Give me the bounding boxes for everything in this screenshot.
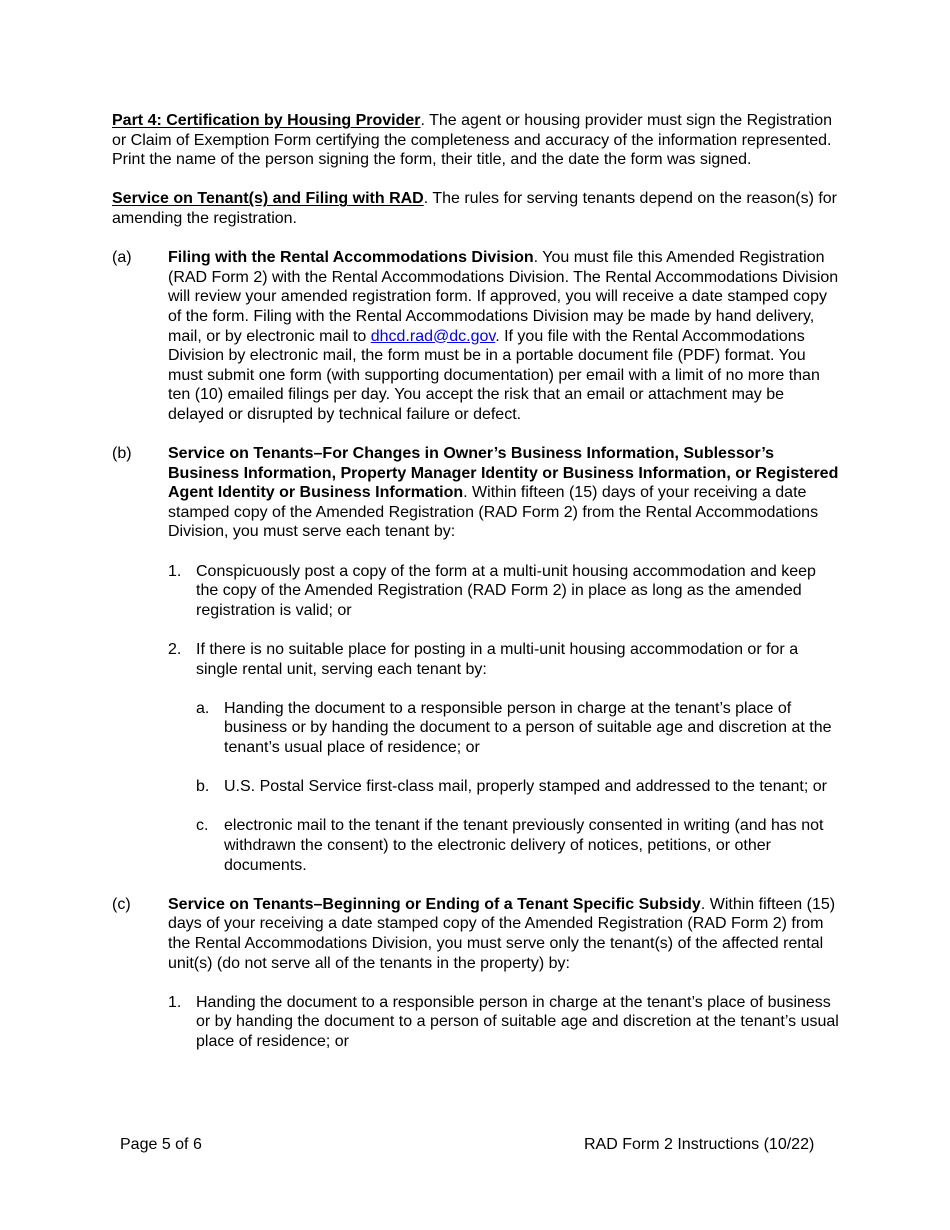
list-item	[168, 993, 840, 1052]
sub-list-item-label: a.	[196, 699, 210, 717]
item-b	[112, 444, 840, 542]
email-link[interactable]: dhcd.rad@dc.gov	[370, 327, 496, 345]
service-heading: Service on Tenant(s) and Filing with RAD	[112, 190, 424, 208]
item-c-heading: Service on Tenants–Beginning or Ending of a Tenant Specific Subsidy	[168, 895, 701, 913]
item-a-body	[168, 248, 840, 424]
part4-heading: Part 4: Certification by Housing Provider	[112, 112, 421, 129]
document-body	[112, 111, 840, 1071]
sub-list-item	[196, 816, 840, 875]
sub-list-item	[196, 777, 840, 797]
item-a	[112, 248, 840, 424]
list-item-label: 2.	[168, 641, 182, 659]
item-a-heading: Filing with the Rental Accommodations Division	[168, 249, 534, 267]
list-item	[168, 562, 840, 621]
sub-list-item-label: c.	[196, 817, 209, 835]
list-item-label: 1.	[168, 562, 182, 580]
list-item-label: 1.	[168, 993, 182, 1011]
sub-list-item-label: b.	[196, 778, 210, 796]
item-a-label: (a)	[112, 249, 132, 267]
item-c-text: . Within fifteen (15) days of your receiving a date stamped copy of the Amended Registration (RAD Form 2) from the Rental Accommodations Division, you must serve only the tenant(s) of the affected rental unit(s) (do not serve all of the tenants in the property) by:	[168, 895, 836, 972]
sub-list-item-text: U.S. Postal Service first-class mail, properly stamped and addressed to the tenant; or	[224, 778, 827, 796]
sub-list-item-text: Handing the document to a responsible person in charge at the tenant’s place of business or by handing the document to a person of suitable age and discretion at the tenant’s usual place of residence; or	[224, 699, 832, 756]
service-text: . The rules for serving tenants depend on the reason(s) for amending the registration.	[112, 190, 838, 227]
item-c	[112, 895, 840, 973]
sub-list-item-text: electronic mail to the tenant if the tenant previously consented in writing (and has not withdrawn the consent) to the electronic delivery of notices, petitions, or other documents.	[224, 817, 824, 874]
list-item	[168, 640, 840, 679]
item-a-text2: . If you file with the Rental Accommodations Division by electronic mail, the form must be in a portable document file (PDF) format. You must submit one form (with supporting documentation) per email with a limit of no more than ten (10) emailed filings per day. You accept the risk that an email or attachment may be delayed or disrupted by technical failure or defect.	[168, 327, 820, 423]
list-item-text: If there is no suitable place for posting in a multi-unit housing accommodation or for a single rental unit, serving each tenant by:	[196, 641, 799, 678]
item-c-body	[168, 895, 840, 973]
list-item-text: Handing the document to a responsible person in charge at the tenant’s place of business or by handing the document to a person of suitable age and discretion at the tenant’s usual place of residence; or	[196, 993, 839, 1050]
part4-text: . The agent or housing provider must sign the Registration or Claim of Exemption Form certifying the completeness and accuracy of the information represented. Print the name of the person signing the form, their title, and the date the form was signed.	[112, 112, 832, 169]
item-b-heading: Service on Tenants–For Changes in Owner’s Business Information, Sublessor’s Business Information, Property Manager Identity or Business Information, or Registered Agent Identity or Business Information	[168, 445, 839, 502]
list-item-text: Conspicuously post a copy of the form at a multi-unit housing accommodation and keep the copy of the Amended Registration (RAD Form 2) in place as long as the amended registration is valid; or	[196, 562, 816, 619]
item-c-label: (c)	[112, 895, 131, 913]
footer-form-name: RAD Form 2 Instructions (10/22)	[584, 1136, 815, 1153]
item-a-text1: . You must file this Amended Registration (RAD Form 2) with the Rental Accommodations Division. The Rental Accommodations Division will review your amended registration form. If approved, you will receive a date stamped copy of the form. Filing with the Rental Accommodations Division may be made by hand delivery, mail, or by electronic mail to	[168, 249, 839, 345]
item-b-body	[168, 444, 840, 542]
sub-list-item	[196, 699, 840, 758]
item-b-label: (b)	[112, 445, 132, 463]
footer-page-number: Page 5 of 6	[120, 1136, 202, 1153]
service-paragraph	[112, 189, 840, 228]
part4-paragraph	[112, 111, 840, 170]
item-b-text: . Within fifteen (15) days of your receiving a date stamped copy of the Amended Registration (RAD Form 2) from the Rental Accommodations Division, you must serve each tenant by:	[168, 484, 819, 541]
